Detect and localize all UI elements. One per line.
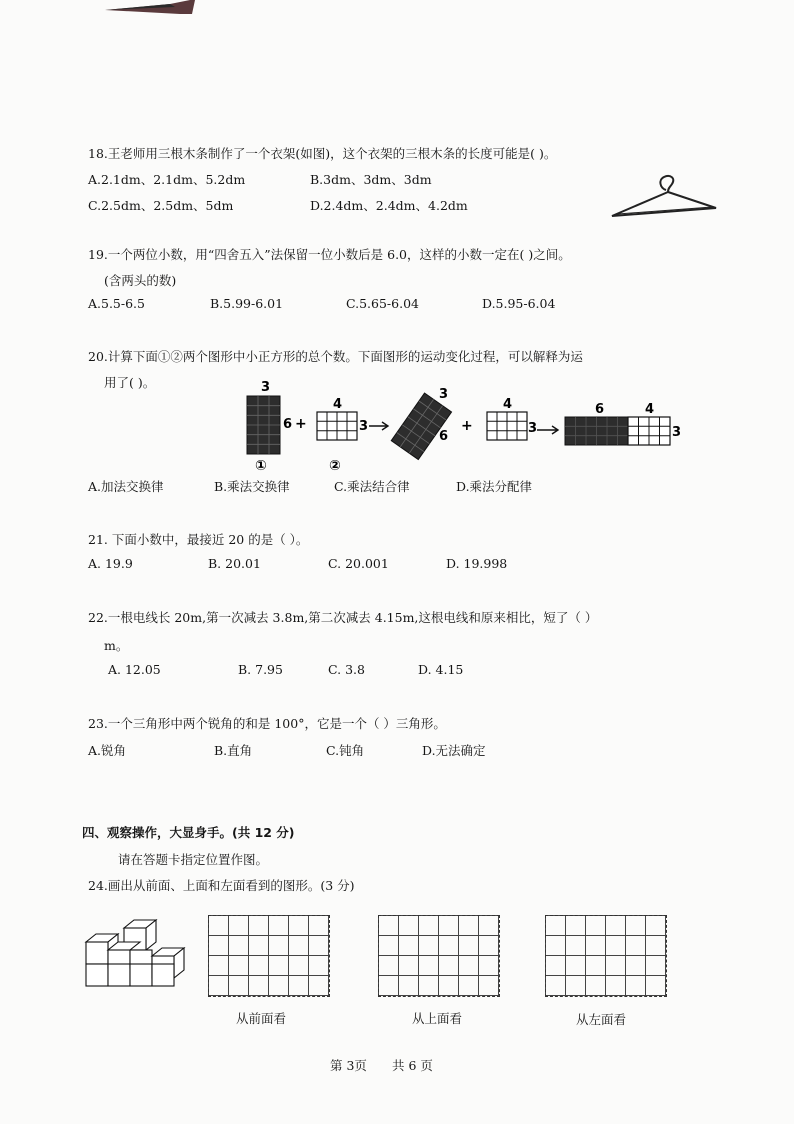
fig1-top-label: 3 [261, 380, 271, 395]
front-view-label: 从前面看 [236, 1011, 287, 1026]
fig4-side-label: 3 [528, 421, 538, 436]
cube-stack-figure [82, 914, 194, 992]
fig2-grid [317, 412, 357, 440]
q20-option-d: D.乘法分配律 [456, 479, 533, 494]
q22-option-d: D. 4.15 [418, 662, 464, 677]
front-view-grid[interactable] [208, 915, 330, 997]
q19-option-c: C.5.65-6.04 [346, 296, 419, 311]
q19-option-b: B.5.99-6.01 [210, 296, 284, 311]
fig2-top-label: 4 [333, 397, 343, 412]
arrow-right-icon-2 [537, 426, 558, 434]
q20-stem-line2: 用了( )。 [104, 375, 156, 390]
q18-option-a: A.2.1dm、2.1dm、5.2dm [88, 172, 246, 187]
q23-option-d: D.无法确定 [422, 743, 486, 758]
q20-option-b: B.乘法交换律 [214, 479, 290, 494]
fig5-grid [565, 417, 670, 445]
section4-instruction: 请在答题卡指定位置作图。 [118, 852, 269, 867]
q23-stem: 23.一个三角形中两个锐角的和是 100°，它是一个（ ）三角形。 [88, 716, 446, 731]
q18-stem: 18.王老师用三根木条制作了一个衣架(如图)，这个衣架的三根木条的长度可能是( )。 [88, 146, 557, 161]
fig5-top-left-label: 6 [595, 402, 605, 417]
fig4-top-label: 4 [503, 397, 513, 412]
left-view-grid[interactable] [545, 915, 667, 997]
q18-option-d: D.2.4dm、2.4dm、4.2dm [310, 198, 468, 213]
fig5-side-label: 3 [672, 425, 682, 440]
q19-option-a: A.5.5-6.5 [88, 296, 145, 311]
fig1-mark: ① [255, 458, 267, 474]
plus-sign-2: + [461, 418, 473, 434]
q19-option-d: D.5.95-6.04 [482, 296, 556, 311]
q18-option-c: C.2.5dm、2.5dm、5dm [88, 198, 234, 213]
page-number: 第 3页 [330, 1058, 367, 1073]
left-view-label: 从左面看 [576, 1012, 627, 1027]
q20-option-a: A.加法交换律 [88, 479, 164, 494]
fig3-grid [391, 393, 451, 459]
q21-stem: 21. 下面小数中，最接近 20 的是（ ）。 [88, 532, 309, 547]
q20-option-c: C.乘法结合律 [334, 479, 410, 494]
section4-title: 四、观察操作，大显身手。(共 12 分) [82, 825, 295, 840]
fig2-side-label: 3 [359, 419, 369, 434]
top-view-grid[interactable] [378, 915, 500, 997]
top-view-label: 从上面看 [412, 1011, 463, 1026]
hanger-icon [608, 172, 720, 222]
q22-option-a: A. 12.05 [108, 662, 161, 677]
q23-option-a: A.锐角 [88, 743, 127, 758]
fig3-top-label: 3 [439, 387, 449, 402]
fig4-grid [487, 412, 527, 440]
q22-option-c: C. 3.8 [328, 662, 365, 677]
q20-figure [235, 378, 695, 478]
q19-stem: 19.一个两位小数，用“四舍五入”法保留一位小数后是 6.0，这样的小数一定在( )之间。 [88, 247, 571, 262]
q20-stem-line1: 20.计算下面①②两个图形中小正方形的总个数。下面图形的运动变化过程，可以解释为运 [88, 349, 583, 364]
fig2-mark: ② [329, 458, 341, 474]
q23-option-b: B.直角 [214, 743, 253, 758]
scan-corner-mark [100, 0, 200, 16]
fig5-top-right-label: 4 [645, 402, 655, 417]
fig3-side-label: 6 [439, 429, 449, 444]
q22-stem: 22.一根电线长 20m,第一次减去 3.8m,第二次减去 4.15m,这根电线和原来相比，短了（ ） [88, 610, 598, 625]
arrow-right-icon [369, 422, 388, 430]
q19-note: (含两头的数) [104, 273, 177, 288]
q21-option-d: D. 19.998 [446, 556, 508, 571]
q18-option-b: B.3dm、3dm、3dm [310, 172, 432, 187]
q23-option-c: C.钝角 [326, 743, 365, 758]
q21-option-b: B. 20.01 [208, 556, 261, 571]
fig1-grid [247, 396, 280, 454]
q22-option-b: B. 7.95 [238, 662, 283, 677]
q21-option-a: A. 19.9 [88, 556, 133, 571]
q22-stem-line2: m。 [104, 638, 129, 653]
plus-sign: + [295, 416, 307, 432]
q24-stem: 24.画出从前面、上面和左面看到的图形。(3 分) [88, 878, 355, 893]
q21-option-c: C. 20.001 [328, 556, 389, 571]
page-total: 共 6 页 [392, 1058, 433, 1073]
fig1-side-label: 6 [283, 417, 293, 432]
